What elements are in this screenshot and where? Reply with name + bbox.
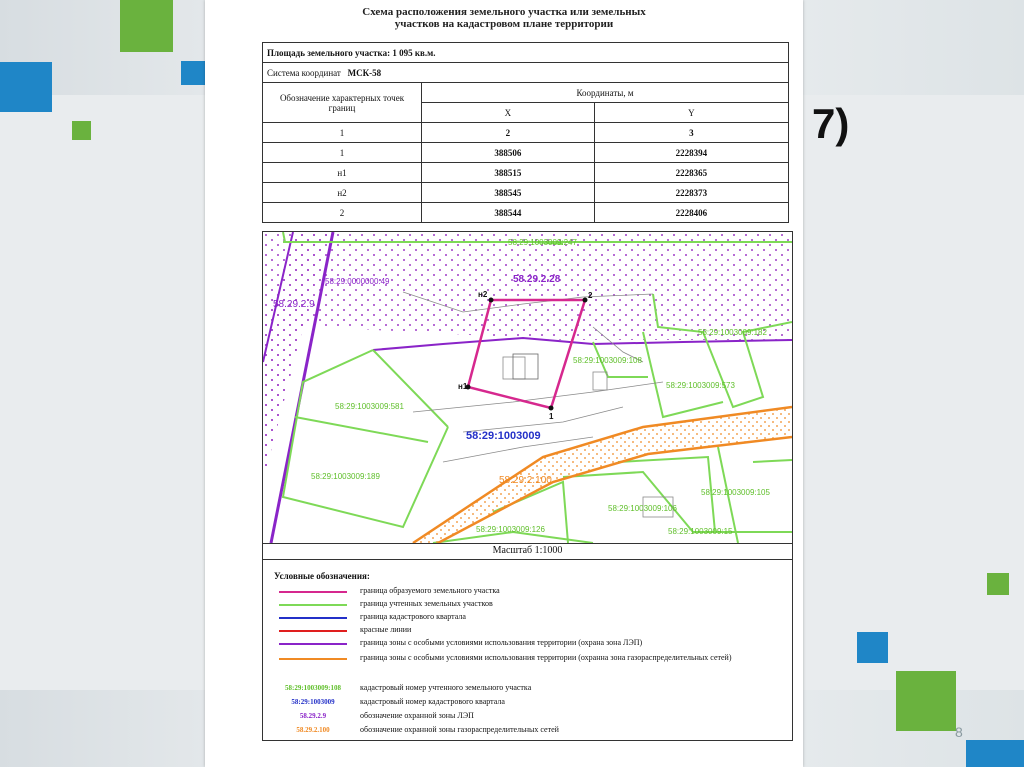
page-number: 8: [955, 724, 963, 740]
point-label: н2: [478, 290, 488, 299]
map-label: 58.29.2.100: [499, 475, 552, 486]
table-row: 1 388506 2228394: [263, 143, 789, 163]
point-label: 2: [588, 291, 593, 300]
legend-item: 58:29:1003009 кадастровый номер кадастрового квартала: [291, 697, 505, 706]
legend-swatch: [279, 604, 347, 606]
legend-item: граница кадастрового квартала: [263, 612, 792, 626]
map-label: 58:29:1003009:126: [476, 525, 545, 534]
map-label: 58.29.2.28: [513, 274, 561, 285]
map-label: 58:29:1003009:573: [666, 381, 735, 390]
decor-square: [896, 671, 956, 731]
map-label: 58:29:1003009:105: [701, 488, 770, 497]
point-label: 1: [549, 412, 554, 421]
legend: [262, 559, 793, 741]
legend-item: граница учтенных земельных участков: [263, 599, 792, 613]
boundary-point: [549, 406, 554, 411]
coord-system-cell: Система координат МСК-58: [263, 63, 789, 83]
table-row: 2 388544 2228406: [263, 203, 789, 223]
decor-square: [857, 632, 888, 663]
decor-square: [987, 573, 1009, 595]
map-label: 58:29:0000000:49: [325, 277, 390, 286]
decor-square: [181, 61, 205, 85]
point-label: н1: [458, 382, 468, 391]
map-label: 58:29:1003009:581: [335, 402, 404, 411]
table-row: н2 388545 2228373: [263, 183, 789, 203]
map-label: 58:29:1003009: [466, 430, 541, 442]
slide-heading-fragment: 7): [812, 100, 850, 147]
legend-item: 58.29.2.100 обозначение охранной зоны газораспределительных сетей: [296, 725, 559, 734]
legend-item: граница образуемого земельного участка: [263, 586, 792, 600]
col-x-header: X: [422, 103, 595, 123]
map-label: 58:29:1003009:15: [668, 527, 733, 536]
col-y-header: Y: [594, 103, 788, 123]
map-label: 58:29:1003009:182: [698, 328, 767, 337]
table-row: н1 388515 2228365: [263, 163, 789, 183]
decor-square: [72, 121, 91, 140]
legend-item: граница зоны с особыми условиями использования территории (охрана зона ЛЭП): [263, 638, 792, 652]
map-label: 58:29:1003009:106: [608, 504, 677, 513]
points-header: Обозначение характерных точек границ: [263, 83, 422, 123]
legend-swatch: [279, 643, 347, 645]
col-numbers-row: 1 2 3: [263, 123, 789, 143]
area-cell: Площадь земельного участка: 1 095 кв.м.: [263, 43, 789, 63]
coordinates-table: [262, 42, 789, 223]
legend-item: граница зоны с особыми условиями использования территории (охранна зона газораспределительных сетей): [263, 653, 792, 675]
coords-header: Координаты, м: [422, 83, 789, 103]
map-label: 58:29:1003009:189: [311, 472, 380, 481]
legend-title: Условные обозначения:: [274, 571, 370, 581]
map-label: 58.29.2.9: [273, 299, 315, 310]
legend-swatch: [279, 658, 347, 660]
decor-square: [0, 62, 52, 112]
legend-swatch: [279, 630, 347, 632]
cadastral-map-svg: [263, 232, 792, 543]
map-label: 58:29:1003009:108: [573, 356, 642, 365]
legend-item: 58.29.2.9 обозначение охранной зоны ЛЭП: [299, 711, 474, 720]
power-zone-top: [263, 232, 792, 340]
map-scale: Масштаб 1:1000: [262, 542, 793, 560]
legend-item: красные линии: [263, 625, 792, 639]
boundary-point: [489, 298, 494, 303]
legend-item: 58:29:1003009:108 кадастровый номер учтенного земельного участка: [285, 683, 532, 692]
decor-square: [966, 740, 1024, 767]
map-label: 58:29:1003009:247: [508, 238, 577, 247]
building: [513, 354, 538, 379]
decor-square: [120, 0, 173, 52]
document-title: Схема расположения земельного участка или земельных участков на кадастровом плане территории: [362, 6, 646, 30]
cadastral-map: [262, 231, 793, 544]
legend-swatch: [279, 617, 347, 619]
document-page: [205, 0, 803, 767]
legend-swatch: [279, 591, 347, 593]
boundary-point: [583, 298, 588, 303]
